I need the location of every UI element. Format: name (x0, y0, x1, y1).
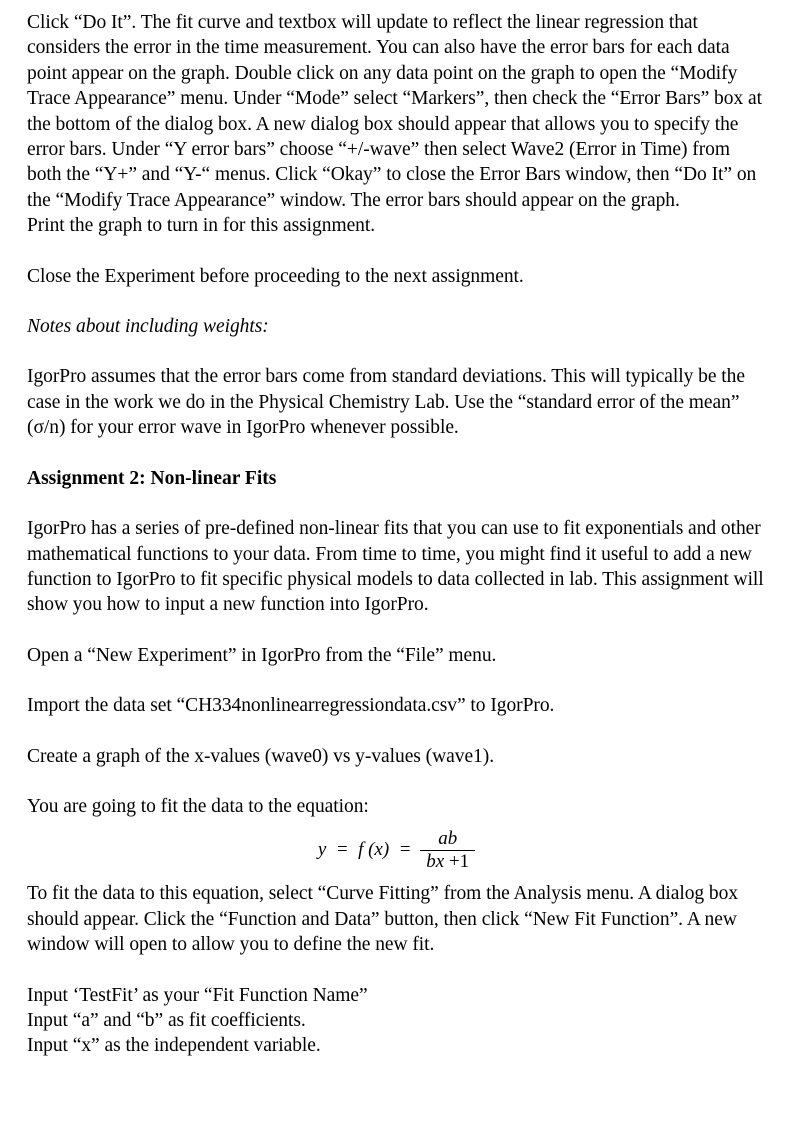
paragraph-nonlinear-intro: IgorPro has a series of pre-defined non-linear fits that you can use to fit exponentials and other mathematical functions to your data. From time to time, you might find it useful to add a new function to IgorPro to fit specific physical models to data collected in lab. This assignment will show you how to input a new function into IgorPro. (27, 518, 764, 616)
paragraph-create-graph: Create a graph of the x-values (wave0) vs y-values (wave1). (27, 745, 495, 767)
equation-denominator-variable: bx (426, 850, 445, 872)
paragraph-input-coefficients: Input “a” and “b” as fit coefficients. (27, 1009, 306, 1031)
paragraph-error-bars-instructions: Click “Do It”. The fit curve and textbox will update to reflect the linear regression that considers the error in the time measurement. You can also have the error bars for each data point appear on the graph. Double click on any data point on the graph to open the “Modify Trace Appearance” menu. Under “Mode” select “Markers”, then check the “Error Bars” box at the bottom of the dialog box. A new dialog box should appear that allows you to specify the error bars. Under “Y error bars” choose “+/-wave” then select Wave2 (Error in Time) from both the “Y+” and “Y-“ menus. Click “Okay” to close the Error Bars window, then “Do It” on the “Modify Trace Appearance” window. The error bars should appear on the graph. (27, 12, 762, 211)
spacer (27, 958, 766, 983)
equation-numerator: ab (438, 827, 458, 849)
spacer (27, 491, 766, 516)
spacer (27, 441, 766, 466)
spacer (27, 618, 766, 643)
spacer (27, 339, 766, 364)
paragraph-input-fit-function-name: Input ‘TestFit’ as your “Fit Function Name” (27, 984, 368, 1006)
paragraph-standard-error-note: IgorPro assumes that the error bars come from standard deviations. This will typically be the case in the work we do in the Physical Chemistry Lab. Use the “standard error of the mean” (σ/n) for your error wave in IgorPro whenever possible. (27, 366, 745, 439)
spacer (27, 719, 766, 744)
spacer (27, 289, 766, 314)
paragraph-close-experiment: Close the Experiment before proceeding to the next assignment. (27, 265, 524, 287)
equation-denominator-operator: +1 (444, 850, 470, 872)
paragraph-fit-equation-lead: You are going to fit the data to the equation: (27, 795, 369, 817)
heading-assignment-2: Assignment 2: Non-linear Fits (27, 467, 277, 489)
spacer (27, 769, 766, 794)
paragraph-input-independent-variable: Input “x” as the independent variable. (27, 1035, 321, 1057)
paragraph-import-dataset: Import the data set “CH334nonlinearregressiondata.csv” to IgorPro. (27, 695, 555, 717)
paragraph-print-graph: Print the graph to turn in for this assignment. (27, 215, 376, 237)
equation-left-side: y = f (x) = (317, 839, 417, 861)
spacer (27, 668, 766, 693)
equation-display (27, 819, 766, 881)
equation-denominator (420, 851, 475, 872)
equation-inner (318, 829, 475, 872)
paragraph-curve-fitting-instructions: To fit the data to this equation, select “Curve Fitting” from the Analysis menu. A dialog box should appear. Click the “Function and Data” button, then click “New Fit Function”. A new window will open to allow you to define the new fit. (27, 883, 739, 956)
equation-fraction (420, 829, 475, 872)
spacer (27, 239, 766, 264)
paragraph-open-new-experiment: Open a “New Experiment” in IgorPro from the “File” menu. (27, 644, 497, 666)
paragraph-notes-weights-heading: Notes about including weights: (27, 316, 269, 338)
